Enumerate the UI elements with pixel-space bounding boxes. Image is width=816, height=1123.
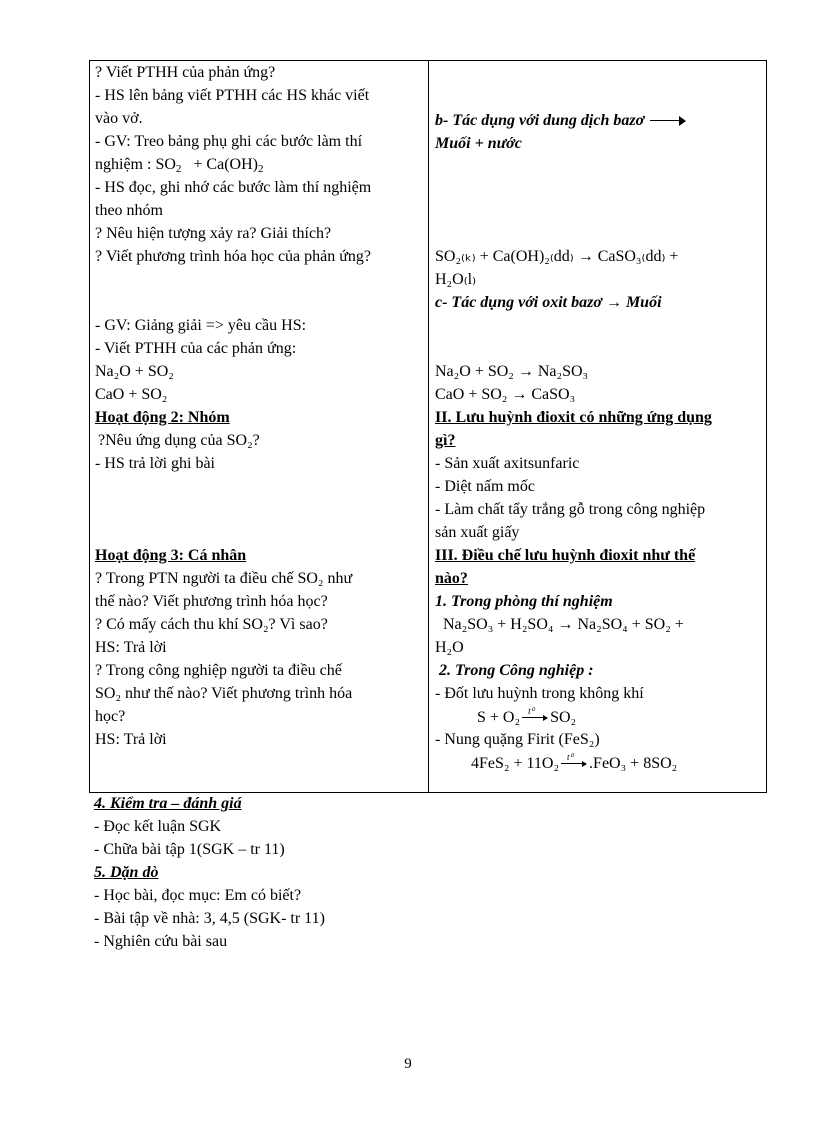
heat-arrow-icon	[522, 706, 548, 720]
text-line: - Nghiên cứu bài sau	[94, 933, 228, 950]
heat-arrow-icon	[561, 752, 587, 766]
equation-part: SO₂	[550, 709, 577, 726]
text-line: - Viết PTHH của các phản ứng:	[95, 340, 297, 357]
text-line: - Học bài, đọc mục: Em có biết?	[94, 887, 302, 904]
text-line: học?	[95, 708, 126, 725]
text-line: SO₂ như thế nào? Viết phương trình hóa	[95, 685, 353, 702]
text-line: ? Trong công nghiệp người ta điều chế	[95, 662, 342, 679]
text-line: - Chữa bài tập 1(SGK – tr 11)	[94, 841, 285, 858]
text-line: HS: Trả lời	[95, 639, 167, 656]
heat-label: t⁰	[528, 706, 535, 716]
text-line: ? Viết PTHH của phản ứng?	[95, 64, 276, 81]
text-line: Na₂O + SO₂	[95, 363, 174, 380]
section-3-heading: III. Điều chế lưu huỳnh đioxit như thế	[435, 547, 696, 564]
section-b-heading-line2: Muối + nước	[435, 135, 522, 152]
heat-label: t⁰	[567, 752, 574, 762]
text-line: HS: Trả lời	[95, 731, 167, 748]
text-line: - HS trả lời ghi bài	[95, 455, 215, 472]
text-line: vào vở.	[95, 110, 143, 127]
text-line: - Làm chất tẩy trắng gỗ trong công nghiệp	[435, 501, 706, 518]
activity-3-heading: Hoạt động 3: Cá nhân	[95, 547, 247, 564]
section-c-heading: c- Tác dụng với oxit bazơ → Muối	[435, 294, 662, 311]
text-line: - HS lên bảng viết PTHH các HS khác viết	[95, 87, 370, 104]
lab-heading: 1. Trong phòng thí nghiệm	[435, 593, 613, 610]
industry-heading: 2. Trong Công nghiệp :	[439, 662, 594, 679]
equation: SO₂₍ₖ₎ + Ca(OH)₂₍dd₎ → CaSO₃₍dd₎ +	[435, 248, 679, 265]
equation-part: S + O₂	[477, 709, 521, 726]
text-line: - GV: Treo bảng phụ ghi các bước làm thí	[95, 133, 363, 150]
text-line: theo nhóm	[95, 202, 163, 219]
text-fragment: nghiệm : SO	[95, 156, 176, 173]
section-b-heading	[435, 110, 686, 132]
text-line: - Đốt lưu huỳnh trong không khí	[435, 685, 644, 702]
equation: Na₂SO₃ + H₂SO₄ → Na₂SO₄ + SO₂ +	[443, 616, 684, 633]
text-fragment: + Ca(OH)	[193, 156, 258, 173]
text-line: ?Nêu ứng dụng của SO₂?	[98, 432, 260, 449]
text-line: - GV: Giảng giải => yêu cầu HS:	[95, 317, 307, 334]
equation	[477, 706, 576, 729]
equation-cont: H₂O₍l₎	[435, 271, 476, 288]
text-line: - Bài tập về nhà: 3, 4,5 (SGK- tr 11)	[94, 910, 325, 927]
text-line: - Sản xuất axitsunfaric	[435, 455, 580, 472]
equation-part: 4FeS₂ + 11O₂	[471, 755, 560, 772]
text-line: ? Trong PTN người ta điều chế SO₂ như	[95, 570, 353, 587]
right-arrow-icon	[650, 116, 686, 126]
page-number: 9	[404, 1056, 412, 1072]
text-line: CaO + SO₂	[95, 386, 168, 403]
equation-cont: H₂O	[435, 639, 464, 656]
equation	[471, 752, 677, 775]
text-line: sản xuất giấy	[435, 524, 520, 541]
section-2-heading-line2: gì?	[435, 432, 456, 449]
text-line: - HS đọc, ghi nhớ các bước làm thí nghiệm	[95, 179, 372, 196]
equation: CaO + SO₂ → CaSO₃	[435, 386, 576, 403]
text-line: - Diệt nấm mốc	[435, 478, 535, 495]
equation: Na₂O + SO₂ → Na₂SO₃	[435, 363, 589, 380]
section-2-heading: II. Lưu huỳnh đioxit có những ứng dụng	[435, 409, 712, 426]
text-line: ? Nêu hiện tượng xảy ra? Giải thích?	[95, 225, 332, 242]
text-line: ? Có mấy cách thu khí SO₂? Vì sao?	[95, 616, 328, 633]
text-line: - Nung quặng Firit (FeS₂)	[435, 731, 600, 748]
text-line: thế nào? Viết phương trình hóa học?	[95, 593, 328, 610]
activity-2-heading: Hoạt động 2: Nhóm	[95, 409, 230, 426]
section-5-heading: 5. Dặn dò	[94, 864, 159, 881]
column-divider	[428, 61, 429, 792]
section-3-heading-line2: nào?	[435, 570, 468, 587]
text-line: nghiệm : $SO_2$ + $Ca(OH)_2$	[95, 156, 264, 175]
section-4-heading: 4. Kiểm tra – đánh giá	[94, 795, 242, 812]
text-line: - Đọc kết luận SGK	[94, 818, 222, 835]
text-line: ? Viết phương trình hóa học của phản ứng?	[95, 248, 372, 265]
heading-text: b- Tác dụng với dung dịch bazơ	[435, 112, 645, 129]
lesson-table	[89, 60, 767, 793]
equation-part: .FeO₃ + 8SO₂	[589, 755, 678, 772]
